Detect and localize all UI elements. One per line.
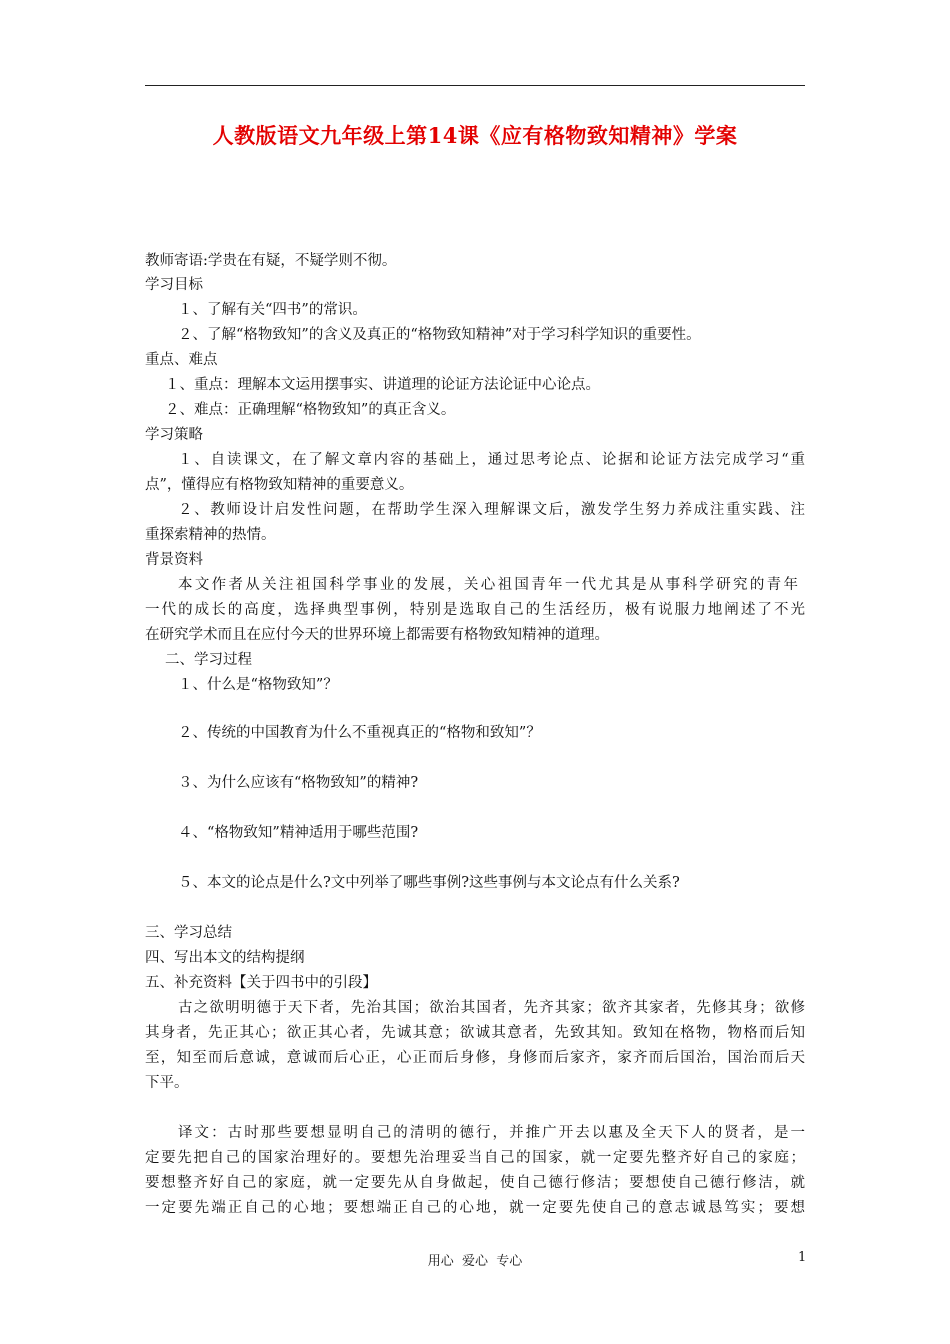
strategy-heading: 学习策略: [145, 427, 203, 443]
strategy-paragraph-line: 重探索精神的热情。: [145, 527, 276, 543]
question-3: ３、为什么应该有“格物致知”的精神?: [178, 775, 419, 791]
key-points-heading: 重点、难点: [145, 352, 218, 368]
page-number: 1: [798, 1250, 807, 1265]
goal-item: １、了解有关“四书”的常识。: [178, 302, 367, 318]
classical-text-line: 其身者，先正其心；欲正其心者，先诚其意；欲诚其意者，先致其知。致知在格物，物格而后知: [145, 1025, 805, 1041]
translation-line: 要想整齐好自己的家庭，就一定要先从自身做起，使自己德行修洁；要想使自己德行修洁，就: [145, 1175, 805, 1191]
strategy-paragraph-line: 点”，懂得应有格物致知精神的重要意义。: [145, 477, 414, 493]
key-point-item: １、重点：理解本文运用摆事实、讲道理的论证方法论证中心论点。: [165, 377, 600, 393]
goal-item: ２、了解“格物致知”的含义及真正的“格物致知精神”对于学习科学知识的重要性。: [178, 327, 701, 343]
translation-line: 一定要先端正自己的心地；要想端正自己的心地，就一定要先使自己的意志诚恳笃实；要想: [145, 1200, 805, 1216]
outline-heading: 四、写出本文的结构提纲: [145, 950, 305, 966]
page-title: 人教版语文九年级上第14课《应有格物致知精神》学案: [212, 123, 738, 148]
supplement-heading: 五、补充资料【关于四书中的引段】: [145, 975, 377, 991]
background-paragraph-line: 一代的成长的高度，选择典型事例，特别是选取自己的生活经历，极有说服力地阐述了不光: [145, 602, 805, 618]
question-2: ２、传统的中国教育为什么不重视真正的“格物和致知”？: [178, 725, 541, 741]
classical-text-line: 至，知至而后意诚，意诚而后心正，心正而后身修，身修而后家齐，家齐而后国治，国治而后天: [145, 1050, 805, 1066]
background-heading: 背景资料: [145, 552, 203, 568]
classical-text-line: 古之欲明明德于天下者，先治其国；欲治其国者，先齐其家；欲齐其家者，先修其身；欲修: [178, 1000, 805, 1016]
question-1: １、什么是“格物致知”？: [178, 677, 338, 693]
classical-text-line: 下平。: [145, 1075, 189, 1091]
background-paragraph-line: 在研究学术而且在应付今天的世界环境上都需要有格物致知精神的道理。: [145, 627, 609, 643]
teacher-note: 教师寄语:学贵在有疑，不疑学则不彻。: [145, 253, 397, 269]
page-footer: 用心 爱心 专心: [427, 1254, 523, 1269]
key-point-item: ２、难点：正确理解“格物致知”的真正含义。: [165, 402, 456, 418]
background-paragraph-line: 本文作者从关注祖国科学事业的发展，关心祖国青年一代尤其是从事科学研究的青年: [178, 577, 798, 593]
strategy-paragraph-line: ２、教师设计启发性问题，在帮助学生深入理解课文后，激发学生努力养成注重实践、注: [178, 502, 805, 518]
summary-heading: 三、学习总结: [145, 925, 232, 941]
translation-line: 定要先把自己的国家治理好的。要想先治理妥当自己的国家，就一定要先整齐好自己的家庭；: [145, 1150, 805, 1166]
translation-line: 译文：古时那些要想显明自己的清明的德行，并推广开去以惠及全天下人的贤者，是一: [178, 1125, 805, 1141]
question-4: ４、“格物致知”精神适用于哪些范围?: [178, 825, 419, 841]
goals-heading: 学习目标: [145, 277, 203, 293]
process-heading: 二、学习过程: [165, 652, 252, 668]
strategy-paragraph-line: １、自读课文，在了解文章内容的基础上，通过思考论点、论据和论证方法完成学习“重: [178, 452, 805, 468]
header-rule: [145, 85, 805, 86]
question-5: ５、本文的论点是什么?文中列举了哪些事例?这些事例与本文论点有什么关系?: [178, 875, 680, 891]
